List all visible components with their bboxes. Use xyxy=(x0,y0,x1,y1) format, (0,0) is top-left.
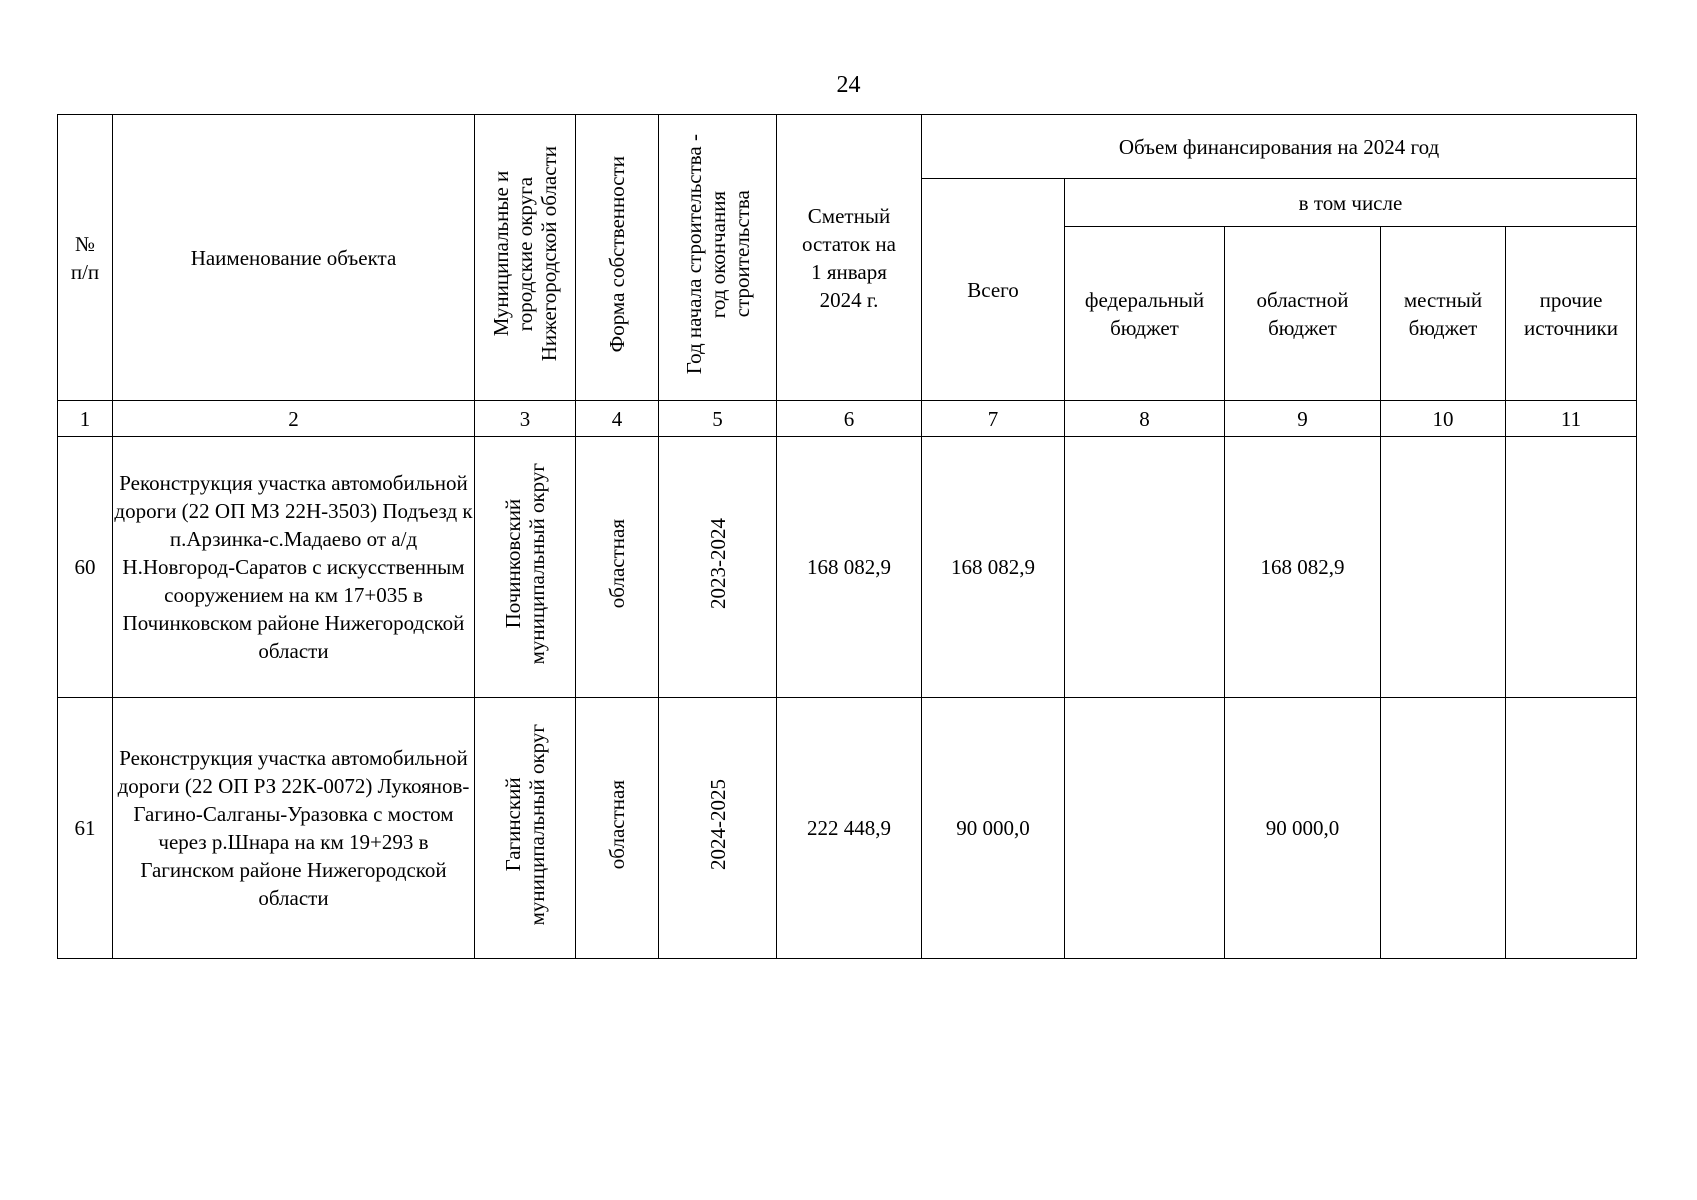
header-object-name: Наименование объекта xyxy=(113,115,475,401)
header-funding: Объем финансирования на 2024 год xyxy=(922,115,1637,179)
header-local: местный бюджет xyxy=(1381,227,1506,401)
header-number: № п/п xyxy=(58,115,113,401)
column-number: 2 xyxy=(113,401,475,437)
column-number: 3 xyxy=(475,401,576,437)
ownership-cell xyxy=(576,437,659,698)
header-municipal-cell xyxy=(475,115,576,401)
column-number-row xyxy=(58,401,1637,437)
ownership-cell xyxy=(576,698,659,959)
header-regional: областной бюджет xyxy=(1225,227,1381,401)
years-cell xyxy=(659,698,777,959)
regional-budget: 168 082,9 xyxy=(1225,437,1381,698)
estimate-balance: 222 448,9 xyxy=(777,698,922,959)
column-number: 5 xyxy=(659,401,777,437)
table-row xyxy=(58,437,1637,698)
header-including: в том числе xyxy=(1065,179,1637,227)
municipal-district: Гагинский муниципальный округ xyxy=(501,723,549,926)
header-total: Всего xyxy=(922,179,1065,401)
object-name: Реконструкция участка автомобильной дороги (22 ОП МЗ 22Н-3503) Подъезд к п.Арзинка-с.Мадаево от а/д Н.Новгород-Саратов с искусственным сооружением на км 17+035 в Починковском районе Нижегородской области xyxy=(113,437,475,698)
financing-table xyxy=(57,114,1637,959)
regional-budget: 90 000,0 xyxy=(1225,698,1381,959)
header-years: Год начала строительства - год окончания строительства xyxy=(681,133,754,375)
local-budget xyxy=(1381,698,1506,959)
page-number: 24 xyxy=(836,72,861,98)
header-other: прочие источники xyxy=(1506,227,1637,401)
header-ownership-cell xyxy=(576,115,659,401)
header-ownership: Форма собственности xyxy=(605,155,629,353)
construction-years: 2023-2024 xyxy=(705,518,730,609)
header-federal: федеральный бюджет xyxy=(1065,227,1225,401)
total-funding: 168 082,9 xyxy=(922,437,1065,698)
municipal-cell xyxy=(475,437,576,698)
column-number: 4 xyxy=(576,401,659,437)
municipal-district: Починковский муниципальный округ xyxy=(501,462,549,665)
column-number: 1 xyxy=(58,401,113,437)
federal-budget xyxy=(1065,437,1225,698)
table-row xyxy=(58,698,1637,959)
header-municipal: Муниципальные и городские округа Нижегородской области xyxy=(489,146,561,362)
column-number: 9 xyxy=(1225,401,1381,437)
column-number: 7 xyxy=(922,401,1065,437)
ownership-form: областная xyxy=(605,518,629,609)
municipal-cell xyxy=(475,698,576,959)
header-years-cell xyxy=(659,115,777,401)
row-number: 61 xyxy=(58,698,113,959)
column-number: 6 xyxy=(777,401,922,437)
other-sources xyxy=(1506,698,1637,959)
header-row-1 xyxy=(58,115,1637,179)
column-number: 10 xyxy=(1381,401,1506,437)
years-cell xyxy=(659,437,777,698)
total-funding: 90 000,0 xyxy=(922,698,1065,959)
column-number: 11 xyxy=(1506,401,1637,437)
column-number: 8 xyxy=(1065,401,1225,437)
other-sources xyxy=(1506,437,1637,698)
construction-years: 2024-2025 xyxy=(705,779,730,870)
federal-budget xyxy=(1065,698,1225,959)
estimate-balance: 168 082,9 xyxy=(777,437,922,698)
object-name: Реконструкция участка автомобильной дороги (22 ОП РЗ 22К-0072) Лукоянов-Гагино-Салганы-Уразовка с мостом через р.Шнара на км 19+293 в Гагинском районе Нижегородской области xyxy=(113,698,475,959)
local-budget xyxy=(1381,437,1506,698)
row-number: 60 xyxy=(58,437,113,698)
header-estimate: Сметный остаток на 1 января 2024 г. xyxy=(777,115,922,401)
ownership-form: областная xyxy=(605,779,629,870)
